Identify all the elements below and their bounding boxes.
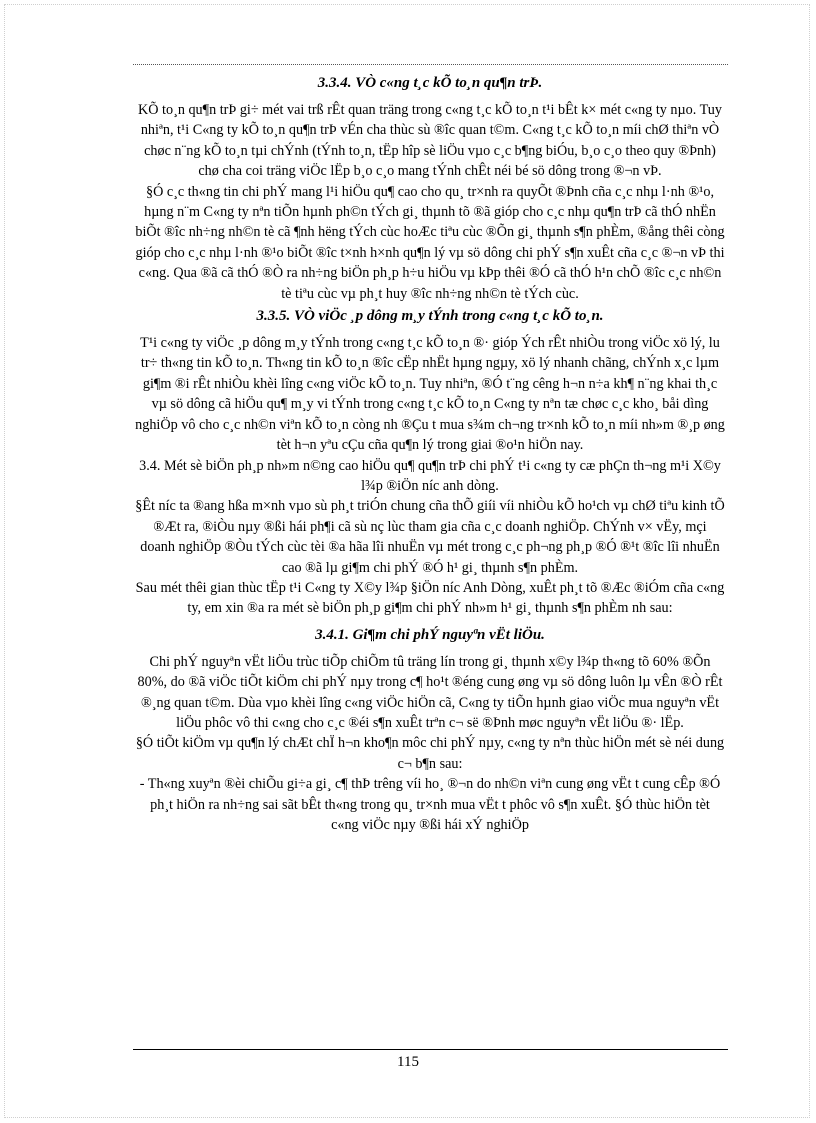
section-heading-3-4: 3.4. Mét sè biÖn ph¸p nh»m n©ng cao hiÖu qu¶ qu¶n trÞ chi phÝ t¹i c«ng ty cæ phÇn th¬ng m¹i X©y l¾p ®iÖn níc anh dòng. <box>139 457 721 494</box>
paragraph: KÕ to¸n qu¶n trÞ gi÷ mét vai trß rÊt quan träng trong c«ng t¸c kÕ to¸n t¹i bÊt k× mét c«ng ty nµo. Tuy nhiªn, t¹i C«ng ty kÕ to¸n qu¶n trÞ vÉn cha thùc sù ®îc quan t©m. C«ng t¸c kÕ to¸n míi chØ thiªn vÒ chøc n¨ng kÕ to¸n tµi chÝnh (tÝnh to¸n, tËp hîp sè liÖu vµo c¸c b¶ng biÓu, b¸o c¸o theo quy ®Þnh) chø cha coi träng viÖc lËp b¸o c¸o mang tÝnh chÊt néi bé sö dông trong ®¬n vÞ. <box>138 102 722 180</box>
heading-3-3-4: 3.3.4. VÒ c«ng t¸c kÕ to¸n qu¶n trÞ. <box>317 75 543 91</box>
paragraph: §Ó c¸c th«ng tin chi phÝ mang l¹i hiÖu qu¶ cao cho qu¸ tr×nh ra quyÕt ®Þnh cña c¸c nhµ l·nh ®¹o, hµng n¨m C«ng ty nªn tiÕn hµnh ph©n tÝch gi¸ thµnh tõ ®ã gióp cho c¸c nhµ qu¶n trÞ cã thÓ nhËn biÕt ®îc nh÷ng nh©n tè cã ¶nh hëng tÝch cùc hoÆc tiªu cùc ®Õn gi¸ thµnh s¶n phÈm, ®ång thêi còng gióp cho c¸c nhµ l·nh ®¹o biÕt ®îc t×nh h×nh qu¶n lý vµ sö dông chi phÝ s¶n xuÊt cña c¸c ®¬n vÞ thi c«ng. Qua ®ã cã thÓ ®Ò ra nh÷ng biÖn ph¸p h÷u hiÖu vµ kÞp thêi ®Ó cã thÓ h¹n chÕ ®îc c¸c nh©n tè tiªu cùc vµ ph¸t huy ®îc nh÷ng nh©n tè tÝch cùc. <box>135 183 725 302</box>
heading-3-3-5: 3.3.5. VÒ viÖc ¸p dông m¸y tÝnh trong c«ng t¸c kÕ to¸n. <box>256 308 604 325</box>
heading-3-4-1: 3.4.1. Gi¶m chi phÝ nguyªn vËt liÖu. <box>315 626 545 643</box>
paragraph: Chi phÝ nguyªn vËt liÖu trùc tiÕp chiÕm tû träng lín trong gi¸ thµnh x©y l¾p th«ng tõ 60% ®Õn 80%, do ®ã viÖc tiÕt kiÖm chi phÝ nµy trong c¶ ho¹t ®éng cung øng vµ sö dông luôn lµ vÊn ®Ò rÊt ®¸ng quan t©m. Dùa vµo khèi lîng c«ng viÖc hiÖn cã, C«ng ty tiÕn hµnh giao viÖc mua nguyªn vËt liÖu phôc vô thi c«ng cho c¸c ®éi s¶n xuÊt trªn c¬ së ®Þnh møc nguyªn vËt liÖu ®· lËp. <box>137 653 723 731</box>
page-number: 115 <box>397 1054 419 1070</box>
paragraph: §Êt níc ta ®ang hßa m×nh vµo sù ph¸t triÓn chung cña thÕ giíi víi nhiÒu kÕ ho¹ch vµ chØ tiªu kinh tÕ ®Æt ra, ®iÒu nµy ®ßi hái ph¶i cã sù nç lùc tham gia cña c¸c doanh nghiÖp. ChÝnh v× vËy, mçi doanh nghiÖp ®Òu tÝch cùc tèi ®a hãa lîi nhuËn vµ mét trong c¸c ph¬ng ph¸p ®Ó ®¹t ®îc lîi nhuËn cao ®ã lµ gi¶m chi phÝ ®Ó h¹ gi¸ thµnh s¶n phÈm. <box>135 498 725 576</box>
page-body <box>135 72 725 835</box>
paragraph: - Th«ng xuyªn ®èi chiÕu gi÷a gi¸ c¶ thÞ trêng víi ho¸ ®¬n do nh©n viªn cung øng vËt t cung cÊp ®Ó ph¸t hiÖn ra nh÷ng sai sãt bÊt th«ng trong qu¸ tr×nh mua vËt t phôc vô s¶n xuÊt. §Ó thùc hiÖn tèt c«ng viÖc nµy ®ßi hái xÝ nghiÖp <box>139 776 721 833</box>
footer-rule <box>133 1049 728 1050</box>
paragraph: T¹i c«ng ty viÖc ¸p dông m¸y tÝnh trong c«ng t¸c kÕ to¸n ®· gióp Ých rÊt nhiÒu trong viÖc xö lý, lu tr÷ th«ng tin kÕ to¸n. Th«ng tin kÕ to¸n ®îc cËp nhËt hµng ngµy, xö lý nhanh chãng, chÝnh x¸c lµm gi¶m ®i rÊt nhiÒu khèi lîng c«ng viÖc kÕ to¸n. Tuy nhiªn, ®Ó t¨ng cêng h¬n n÷a kh¶ n¨ng khai th¸c vµ sö dông cã hiÖu qu¶ m¸y vi tÝnh trong c«ng t¸c kÕ to¸n C«ng ty nªn tæ chøc c¸c kho¸ båi dìng nghiÖp vô cho c¸c nh©n viªn kÕ to¸n còng nh ®Çu t mua s¾m ch¬ng tr×nh kÕ to¸n míi nh»m ®¸p øng tèt h¬n yªu cÇu cña qu¶n lý trong giai ®o¹n hiÖn nay. <box>135 335 725 454</box>
paragraph: Sau mét thêi gian thùc tËp t¹i C«ng ty X©y l¾p §iÖn níc Anh Dòng, xuÊt ph¸t tõ ®Æc ®iÓm cña c«ng ty, em xin ®a ra mét sè biÖn ph¸p gi¶m chi phÝ nh»m h¹ gi¸ thµnh s¶n phÈm nh sau: <box>135 579 725 617</box>
header-rule <box>133 64 728 65</box>
paragraph: §Ó tiÕt kiÖm vµ qu¶n lý chÆt chÏ h¬n kho¶n môc chi phÝ nµy, c«ng ty nªn thùc hiÖn mét sè néi dung c¬ b¶n sau: <box>135 735 725 772</box>
